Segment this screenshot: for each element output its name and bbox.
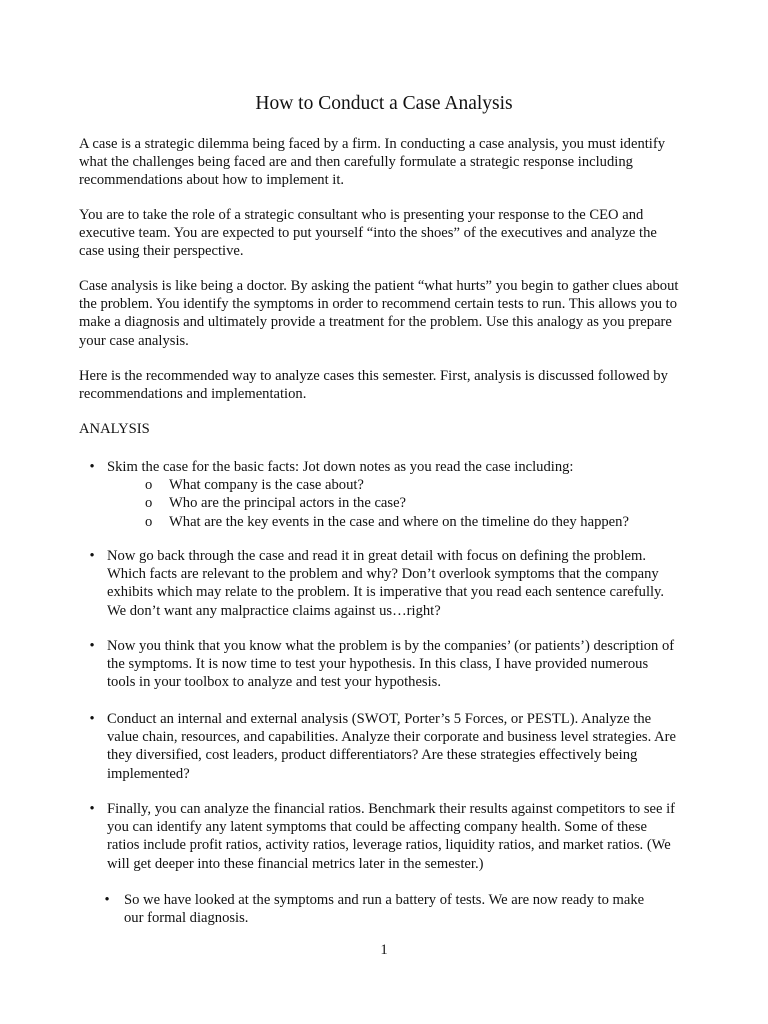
intro-paragraph: A case is a strategic dilemma being faced by a firm. In conducting a case analysis, you must identify what the challenges being faced are and then carefully formulate a strategic response including recommendations about how to implement it.: [79, 136, 666, 189]
list-item: [79, 547, 679, 620]
sub-bullet-marker: o: [145, 513, 153, 530]
bullet-marker: •: [89, 459, 95, 475]
list-item: [79, 710, 679, 783]
sub-list-item-text: What are the key events in the case and where on the timeline do they happen?: [169, 513, 629, 530]
sub-list-item: [113, 494, 679, 512]
list-item-text: So we have looked at the symptoms and run a battery of tests. We are now ready to make our formal diagnosis.: [124, 892, 645, 927]
bullet-marker: •: [89, 548, 95, 564]
list-item-text: Conduct an internal and external analysis (SWOT, Porter’s 5 Forces, or PESTL). Analyze the value chain, resources, and capabilities. Analyze their corporate and business level strategies. Are they diversified, cost leaders, product differentiators? Are these strategies effectively being implemented?: [107, 711, 676, 782]
bullet-marker: •: [89, 711, 95, 727]
bullet-marker: •: [89, 638, 95, 654]
list-item-text: Now you think that you know what the problem is by the companies’ (or patients’) description of the symptoms. It is now time to test your hypothesis. In this class, I have provided numerous tools in your toolbox to analyze and test your hypothesis.: [107, 638, 675, 691]
list-item-text: Now go back through the case and read it in great detail with focus on defining the problem. Which facts are relevant to the problem and why? Don’t overlook symptoms that the company exhibits which may relate to the problem. It is imperative that you read each sentence carefully. We don’t want any malpractice claims against us…right?: [107, 548, 665, 619]
list-item-text: Skim the case for the basic facts: Jot down notes as you read the case including:: [107, 459, 574, 475]
method-paragraph: Here is the recommended way to analyze cases this semester. First, analysis is discussed followed by recommendations and implementation.: [79, 368, 668, 403]
sub-bullet-marker: o: [145, 495, 153, 512]
page-title: How to Conduct a Case Analysis: [255, 93, 513, 114]
sub-list-item: [113, 513, 679, 531]
list-item: [79, 800, 679, 873]
list-item: [79, 458, 679, 531]
sub-list-item-text: Who are the principal actors in the case?: [169, 495, 407, 512]
bullet-marker: •: [89, 801, 95, 817]
section-heading: ANALYSIS: [79, 421, 150, 437]
sub-list-item-text: What company is the case about?: [169, 477, 364, 494]
sub-bullet-marker: o: [145, 477, 153, 494]
analogy-paragraph: Case analysis is like being a doctor. By asking the patient “what hurts” you begin to gather clues about the problem. You identify the symptoms in order to recommend certain tests to run. This allows you to make a diagnosis and ultimately provide a treatment for the problem. Use this analogy as you prepare your case analysis.: [79, 278, 679, 349]
bullet-marker: •: [104, 892, 110, 908]
list-item: [79, 637, 679, 692]
role-paragraph: You are to take the role of a strategic consultant who is presenting your response to the CEO and executive team. You are expected to put yourself “into the shoes” of the executives and analyze the case using their perspective.: [79, 207, 657, 260]
sub-list-item: [113, 476, 679, 494]
list-item: [96, 891, 656, 927]
page-number: 1: [380, 942, 388, 958]
list-item-text: Finally, you can analyze the financial ratios. Benchmark their results against competitors to see if you can identify any latent symptoms that could be affecting company health. Some of these ratios include profit ratios, activity ratios, leverage ratios, liquidity ratios, and market ratios. (We will get deeper into these financial metrics later in the semester.): [107, 801, 676, 872]
